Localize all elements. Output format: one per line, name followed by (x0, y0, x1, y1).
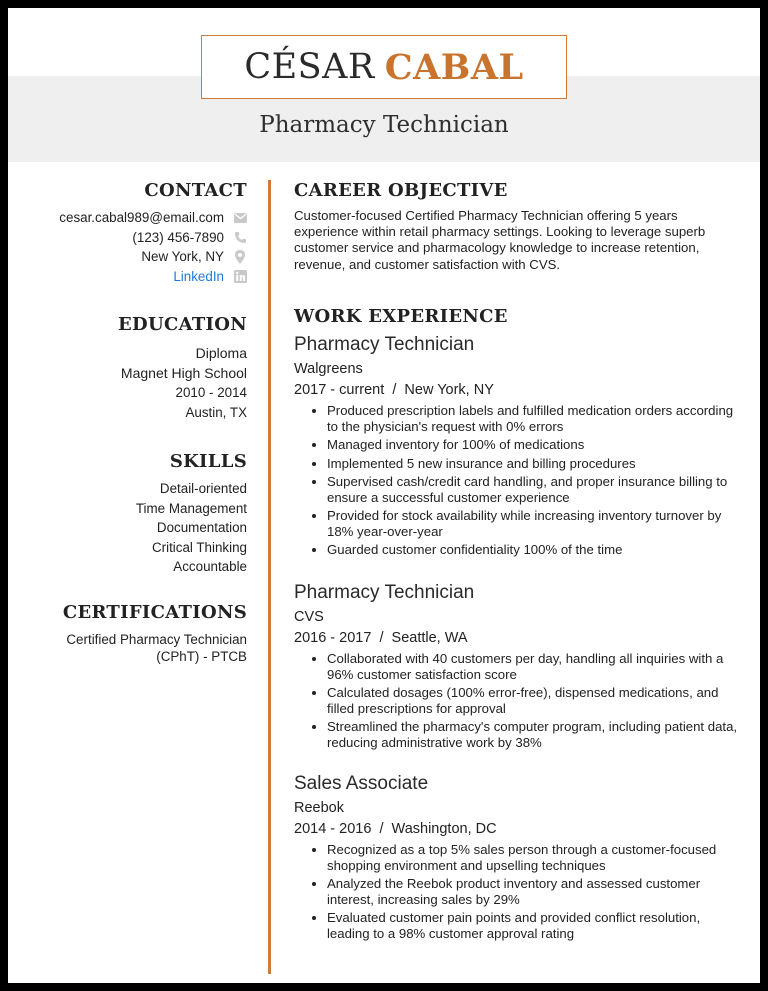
job-bullet: • Supervised cash/credit card handling, and proper insurance billing to ensure a successful customer experience (327, 474, 746, 505)
education-years: 2010 - 2014 (175, 385, 247, 400)
resume-page (8, 8, 760, 983)
job-bullet: • Recognized as a top 5% sales person through a customer-focused shopping environment and upselling techniques (327, 842, 746, 873)
contact-phone[interactable] (8, 228, 247, 248)
phone-text: (123) 456-7890 (132, 229, 224, 245)
job-title: Pharmacy Technician (294, 582, 475, 603)
job-bullet: • Managed inventory for 100% of medications (327, 437, 746, 453)
skill-item: Detail-oriented (159, 481, 247, 496)
skill-item: Documentation (156, 520, 247, 535)
job-bullet: • Implemented 5 new insurance and billing procedures (327, 456, 746, 472)
job-company: Reebok (294, 800, 344, 816)
education-heading: EDUCATION (118, 314, 247, 335)
contact-linkedin[interactable] (8, 267, 247, 287)
contact-email[interactable] (8, 208, 247, 228)
objective-section (294, 180, 740, 273)
skills-heading: SKILLS (169, 451, 247, 472)
job-bullet: • Evaluated customer pain points and provided conflict resolution, leading to a 98% customer approval rating (327, 910, 746, 941)
job-entry (294, 333, 746, 561)
map-pin-icon (233, 250, 247, 264)
certifications-section (8, 602, 247, 665)
job-bullet: • Calculated dosages (100% error-free), dispensed medications, and filled prescriptions for approval (327, 685, 746, 716)
certification-line-1: Certified Pharmacy Technician (66, 632, 247, 647)
contact-location (8, 247, 247, 267)
phone-icon (233, 230, 247, 244)
job-bullets (294, 651, 746, 750)
column-divider (268, 180, 271, 974)
job-bullet: • Collaborated with 40 customers per day, handling all inquiries with a 96% customer satisfaction score (327, 651, 746, 682)
email-text: cesar.cabal989@email.com (59, 210, 224, 226)
certifications-heading: CERTIFICATIONS (62, 602, 247, 623)
job-meta: 2016 - 2017 / Seattle, WA (294, 630, 468, 646)
last-name: CABAL (384, 46, 524, 88)
job-bullets (294, 842, 746, 941)
contact-section (8, 180, 247, 286)
job-bullet: • Streamlined the pharmacy's computer program, including patient data, reducing administrative work by 38% (327, 719, 746, 750)
education-degree: Diploma (195, 345, 247, 361)
experience-heading: WORK EXPERIENCE (294, 306, 508, 327)
job-entry (294, 581, 746, 753)
objective-heading: CAREER OBJECTIVE (294, 180, 508, 201)
job-company: CVS (294, 609, 324, 625)
job-bullet: • Produced prescription labels and fulfilled medication orders according to the physician's request with 0% errors (327, 403, 746, 434)
job-bullet: • Guarded customer confidentiality 100% of the time (327, 542, 746, 558)
job-title: Pharmacy Technician (294, 334, 475, 355)
education-location: Austin, TX (185, 405, 247, 420)
job-bullet: • Analyzed the Reebok product inventory and assessed customer interest, increasing sales by 29% (327, 876, 746, 907)
job-company: Walgreens (294, 361, 363, 377)
skill-item: Critical Thinking (151, 539, 247, 555)
experience-section (294, 306, 740, 327)
linkedin-icon (233, 269, 247, 283)
job-bullets (294, 403, 746, 558)
job-meta: 2014 - 2016 / Washington, DC (294, 821, 497, 837)
skill-item: Accountable (173, 559, 247, 574)
job-bullet: • Provided for stock availability while increasing inventory turnover by 18% year-over-year (327, 508, 746, 539)
skills-section (8, 451, 247, 577)
objective-text: Customer-focused Certified Pharmacy Technician offering 5 years experience within retail pharmacy settings. Looking to leverage superb customer service and pharmacology knowledge to increase retention, revenue, and customer satisfaction with CVS. (294, 208, 706, 272)
job-meta: 2017 - current / New York, NY (294, 382, 494, 398)
education-school: Magnet High School (120, 365, 247, 381)
contact-heading: CONTACT (144, 180, 247, 201)
name-box (201, 35, 567, 99)
location-text: New York, NY (141, 249, 224, 265)
envelope-icon (233, 211, 247, 225)
skill-item: Time Management (135, 500, 247, 516)
linkedin-link[interactable]: LinkedIn (173, 268, 224, 284)
education-section (8, 314, 247, 423)
job-title: Pharmacy Technician (259, 112, 509, 138)
first-name: CÉSAR (244, 47, 375, 87)
job-entry (294, 772, 746, 944)
job-title: Sales Associate (294, 773, 429, 794)
certification-line-2: (CPhT) - PTCB (156, 649, 247, 664)
